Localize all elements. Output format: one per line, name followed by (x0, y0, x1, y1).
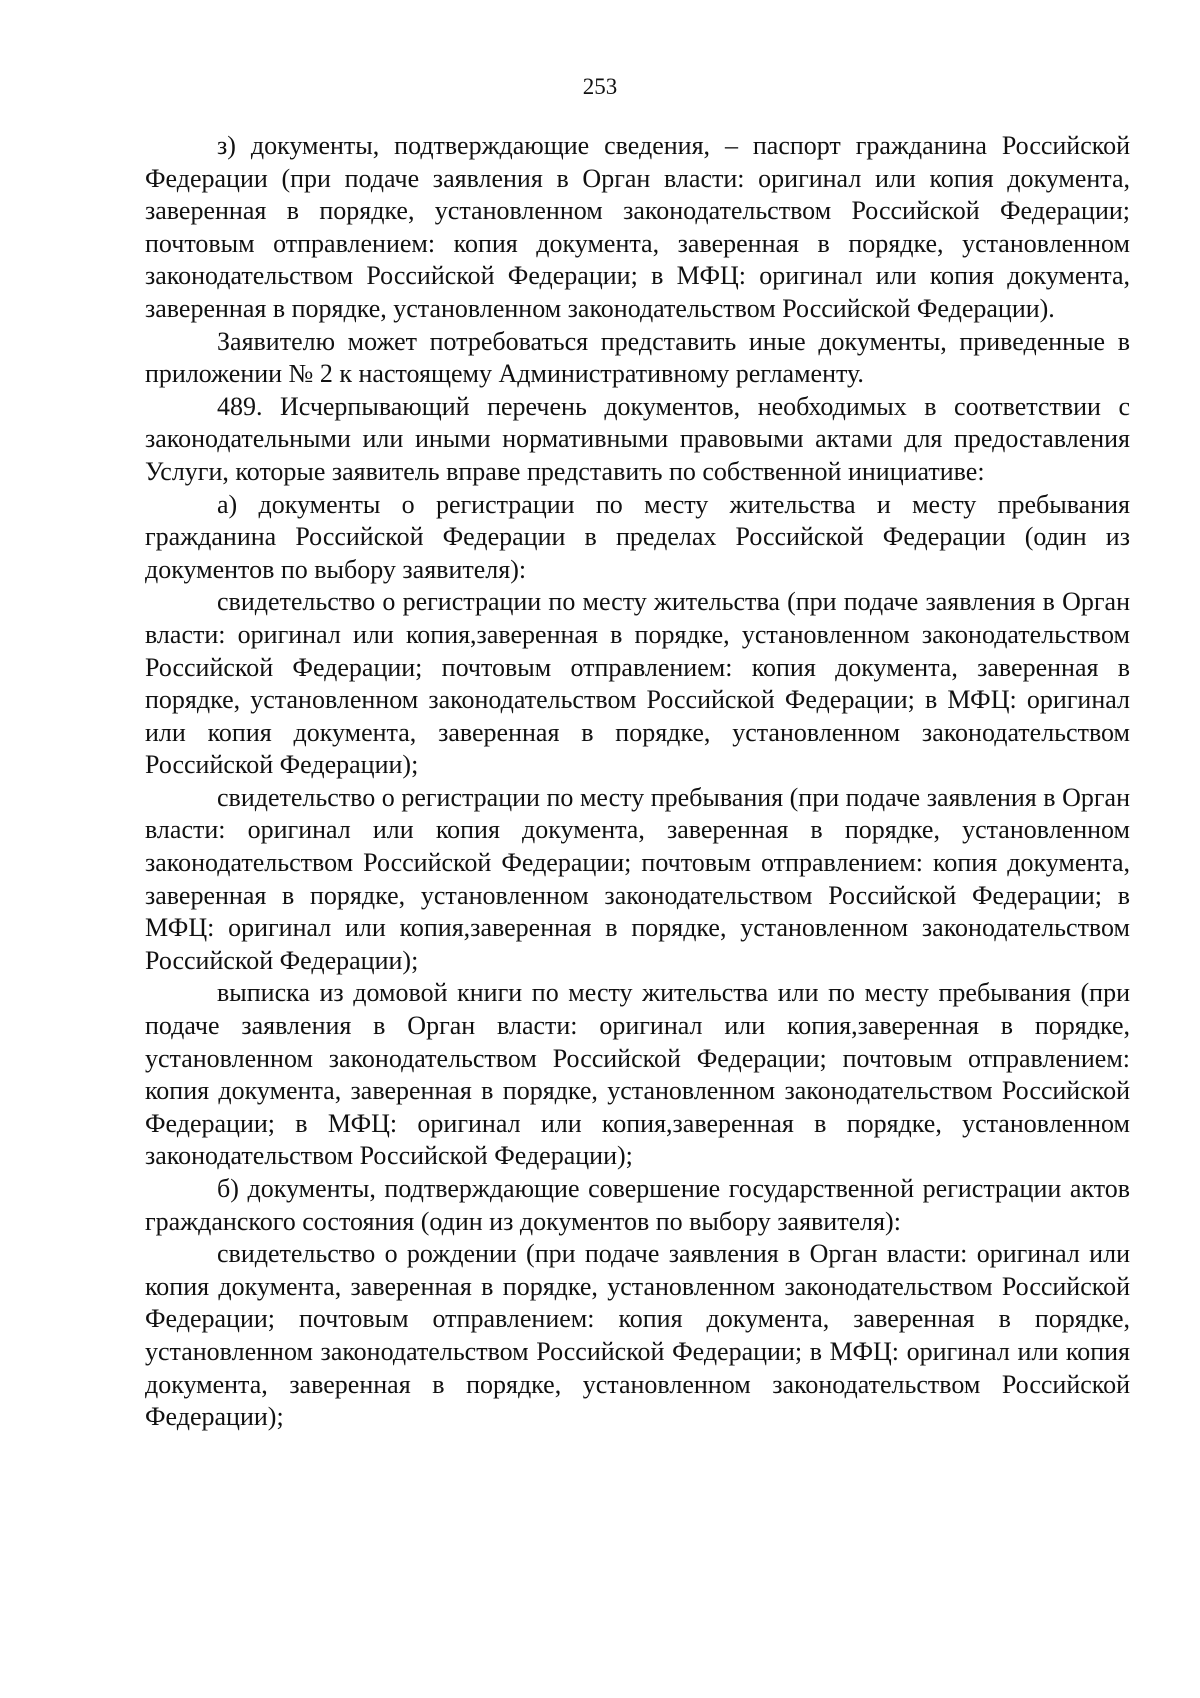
paragraph-a-registration-documents: а) документы о регистрации по месту жительства и месту пребывания гражданина Российской Федерации в пределах Российской Федерации (один из документов по выбору заявителя): (145, 489, 1130, 584)
paragraph-stay-registration-certificate: свидетельство о регистрации по месту пребывания (при подаче заявления в Орган власти: оригинал или копия документа, заверенная в порядке, установленном законодательством Российской Федерации; почтовым отправлением: копия документа, заверенная в порядке, установленном законодательством Российской Федерации; в МФЦ: оригинал или копия,заверенная в порядке, установленном законодательством Российской Федерации); (145, 782, 1130, 975)
paragraph-other-documents: Заявителю может потребоваться представить иные документы, приведенные в приложении № 2 к настоящему Административному регламенту. (145, 326, 1130, 389)
paragraph-residence-registration-certificate: свидетельство о регистрации по месту жительства (при подаче заявления в Орган власти: оригинал или копия,заверенная в порядке, установленном законодательством Российской Федерации; почтовым отправлением: копия документа, заверенная в порядке, установленном законодательством Российской Федерации; в МФЦ: оригинал или копия документа, заверенная в порядке, установленном законодательством Российской Федерации); (145, 587, 1130, 780)
document-body (145, 130, 1130, 1434)
paragraph-item-489: 489. Исчерпывающий перечень документов, необходимых в соответствии с законодательными или иными нормативными правовыми актами для предоставления Услуги, которые заявитель вправе представить по собственной инициативе: (145, 391, 1130, 486)
page-number: 253 (582, 74, 618, 99)
paragraph-house-book-extract: выписка из домовой книги по месту жительства или по месту пребывания (при подаче заявления в Орган власти: оригинал или копия,заверенная в порядке, установленном законодательством Российской Федерации; почтовым отправлением: копия документа, заверенная в порядке, установленном законодательством Российской Федерации; в МФЦ: оригинал или копия,заверенная в порядке, установленном законодательством Российской Федерации); (145, 978, 1130, 1171)
paragraph-z-passport: з) документы, подтверждающие сведения, – паспорт гражданина Российской Федерации (при подаче заявления в Орган власти: оригинал или копия документа, заверенная в порядке, установленном законодательством Российской Федерации; почтовым отправлением: копия документа, заверенная в порядке, установленном законодательством Российской Федерации; в МФЦ: оригинал или копия документа, заверенная в порядке, установленном законодательством Российской Федерации). (145, 131, 1130, 323)
paragraph-birth-certificate: свидетельство о рождении (при подаче заявления в Орган власти: оригинал или копия документа, заверенная в порядке, установленном законодательством Российской Федерации; почтовым отправлением: копия документа, заверенная в порядке, установленном законодательством Российской Федерации; в МФЦ: оригинал или копия документа, заверенная в порядке, установленном законодательством Российской Федерации); (145, 1239, 1130, 1432)
paragraph-b-civil-status-documents: б) документы, подтверждающие совершение государственной регистрации актов гражданского состояния (один из документов по выбору заявителя): (145, 1174, 1130, 1236)
